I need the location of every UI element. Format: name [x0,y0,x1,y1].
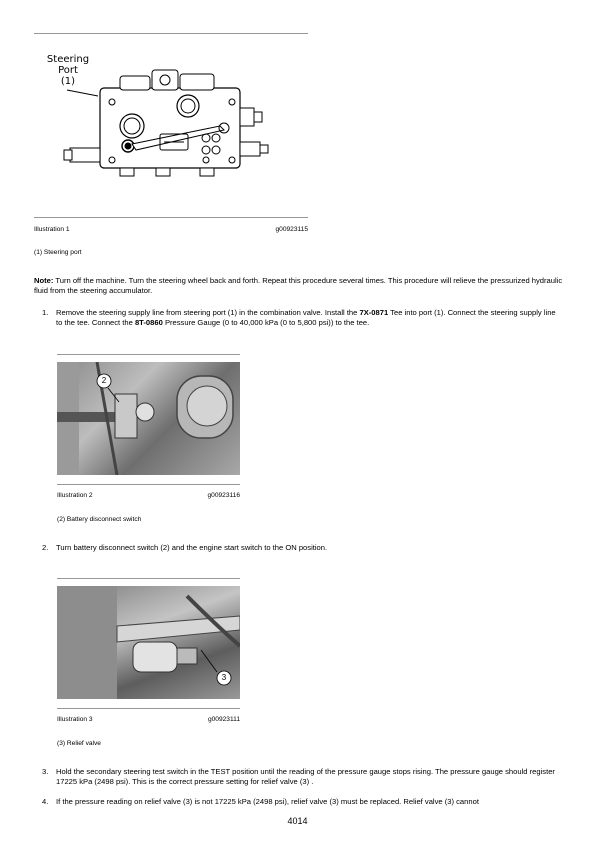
right-fitting-top-cap [254,112,262,122]
left-fitting-cap [64,150,72,160]
figure3-photo-shapes [57,586,240,699]
step-1-text-part1: Remove the steering supply line from steering port (1) in the combination valve. Install the [56,308,360,317]
valve-top-boss-left [120,76,150,90]
right-fitting-top [240,108,254,126]
steering-port-center [125,143,131,149]
step-1-text-part3: Pressure Gauge (0 to 40,000 kPa (0 to 5,800 psi)) to the tee. [162,318,370,328]
step-3 [42,767,564,787]
relief-valve-body [133,642,177,672]
note-label: Note: [34,276,54,285]
note-text: Turn off the machine. Turn the steering wheel back and forth. Repeat this procedure several times. This procedure will relieve the pressurized hydraulic fluid from the steering accumulator. [34,276,563,296]
figure2-callout-number: 2 [101,376,107,385]
figure1-caption-left: Illustration 1 [34,226,70,233]
figure3-callout-leader [201,650,217,672]
figure2-caption [57,492,240,499]
right-fitting-bottom [240,142,260,156]
figure3-top-rule [57,578,240,579]
note-paragraph [34,276,564,296]
step-3-number: 3. [42,767,49,776]
step-4-number: 4. [42,797,49,806]
tank-wall [57,586,117,699]
figure1-legend: (1) Steering port [34,249,82,256]
step-2-number: 2. [42,543,49,552]
step-1-text [56,308,564,328]
step-1-number: 1. [42,308,49,317]
step-3-text: Hold the secondary steering test switch in the TEST position until the reading of the pressure gauge stops rising. The pressure gauge should register 17225 kPa (2498 psi). This is the correct pressure setting for relief valve (3) . [56,767,555,787]
foot-1 [120,168,134,176]
relief-valve-nut [177,648,197,664]
step-1 [42,308,564,328]
relief-valve-photo [57,586,240,699]
step-1-text-part2: Tee into port (1). Connect the steering supply line to the tee. Connect the [56,308,556,328]
tee-part-number: 7X-0871 [359,308,389,317]
figure1-label-line3: (1) [60,76,76,87]
left-fitting [70,148,100,162]
figure1-label-line2: Port [58,65,78,76]
figure2-legend: (2) Battery disconnect switch [57,516,142,523]
figure1-label-line1: Steering [46,54,90,65]
figure1-caption-rule [34,217,308,218]
figure2-top-rule [57,354,240,355]
gauge-part-number: 8T-0860 [134,318,163,328]
cylinder-face [187,386,227,426]
figure2-caption-left: Illustration 2 [57,492,93,499]
figure3-caption-rule [57,708,240,709]
valve-top-boss-center [152,70,178,90]
step-4 [42,797,564,807]
step-2 [42,543,564,553]
battery-disconnect-photo [57,362,240,475]
foot-2 [156,168,170,176]
figure3-caption-right: g00923111 [207,716,240,723]
step-2-text: Turn battery disconnect switch (2) and the engine start switch to the ON position. [56,543,328,552]
figure3-caption-left: Illustration 3 [57,716,93,723]
figure2-caption-right: g00923116 [207,492,240,499]
right-fitting-bottom-cap [260,145,268,153]
figure3-legend: (3) Relief valve [57,740,101,747]
figure1-caption-right: g00923115 [275,226,308,233]
switch-knob [136,403,154,421]
figure2-caption-rule [57,484,240,485]
combination-valve-drawing [60,62,280,192]
step-4-text: If the pressure reading on relief valve (3) is not 17225 kPa (2498 psi), relief valve (3) must be replaced. Relief valve (3) cannot [56,797,479,806]
figure1-caption [34,226,308,233]
figure3-caption [57,716,240,723]
figure3-callout-number: 3 [221,673,227,682]
figure2-photo-shapes [57,362,240,475]
page-number: 4014 [287,816,308,826]
figure1-top-rule [34,33,308,34]
foot-3 [200,168,214,176]
figure1-leader-line [67,90,98,96]
valve-top-boss-right [180,74,214,90]
